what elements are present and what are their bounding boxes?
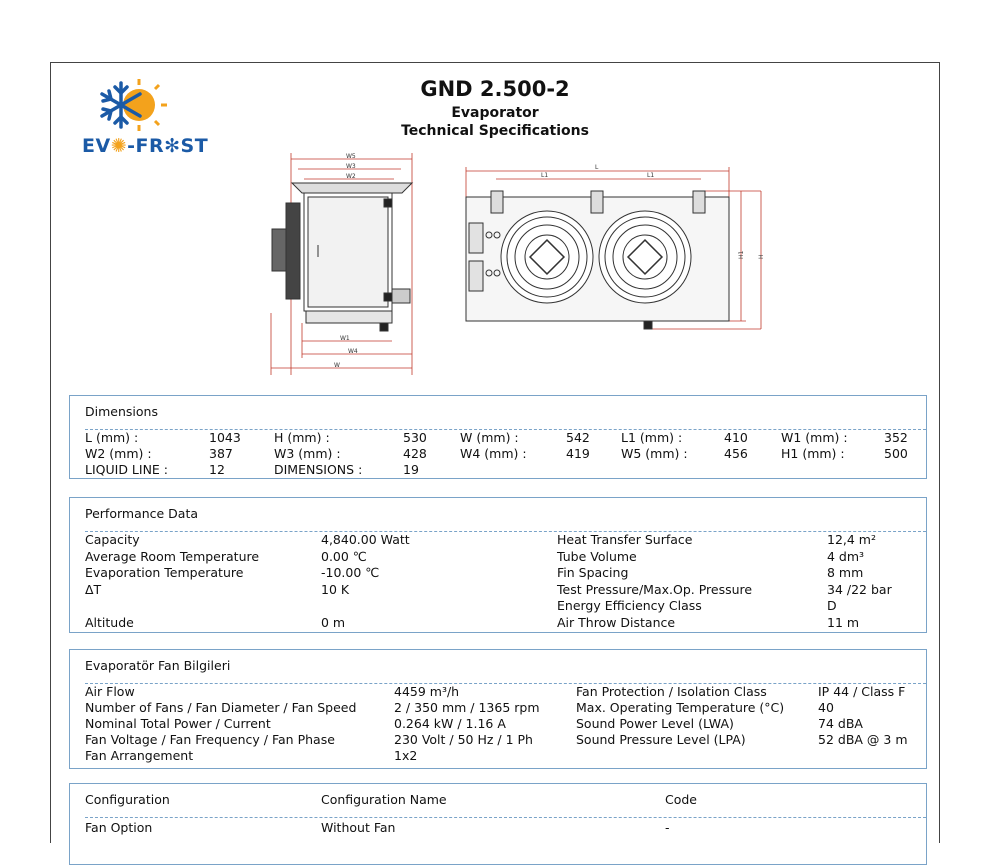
dimension-label: H (mm) :	[274, 430, 330, 445]
performance-value: D	[827, 598, 837, 614]
fan-value: IP 44 / Class F	[818, 684, 906, 699]
dimensions-heading: Dimensions	[85, 404, 158, 419]
performance-label: Altitude	[85, 615, 134, 630]
dimensions-section	[69, 395, 927, 479]
spec-sheet	[50, 62, 940, 843]
fan-value: 0.264 kW / 1.16 A	[394, 716, 506, 731]
product-type: Evaporator	[451, 105, 539, 121]
dim-label-l1-left: L1	[541, 172, 549, 179]
performance-label: Evaporation Temperature	[85, 565, 244, 581]
fan-value: 52 dBA @ 3 m	[818, 732, 908, 747]
performance-value: 0 m	[321, 615, 346, 630]
config-row-code: -	[665, 820, 670, 835]
product-title: GND 2.500-2	[420, 77, 570, 101]
dimension-label: DIMENSIONS :	[274, 462, 363, 477]
dimension-label: W2 (mm) :	[85, 446, 152, 461]
performance-value: 34 /22 bar	[827, 581, 892, 597]
fan-label: Air Flow	[85, 684, 135, 699]
dimension-value: 352	[884, 430, 908, 445]
dimension-label: W (mm) :	[460, 430, 519, 445]
config-heading-code: Code	[665, 792, 698, 807]
fan-label: Fan Arrangement	[85, 748, 194, 763]
performance-value: -10.00 ℃	[321, 565, 380, 581]
performance-label: Energy Efficiency Class	[557, 598, 702, 614]
dimension-label: H1 (mm) :	[781, 446, 845, 461]
fan-value: 4459 m³/h	[394, 684, 460, 699]
dimension-label: L (mm) :	[85, 430, 139, 445]
dim-label-w3: W3	[346, 163, 356, 170]
dim-label-l1-right: L1	[647, 172, 655, 179]
fan-label: Fan Voltage / Fan Frequency / Fan Phase	[85, 732, 335, 747]
performance-label: Average Room Temperature	[85, 548, 260, 564]
dimension-value: 500	[884, 446, 908, 461]
dimension-value: 542	[566, 430, 590, 445]
fan-label: Nominal Total Power / Current	[85, 716, 271, 731]
dimension-label: W1 (mm) :	[781, 430, 848, 445]
fan-value: 40	[818, 700, 834, 715]
performance-label: Heat Transfer Surface	[557, 532, 693, 547]
performance-label: Fin Spacing	[557, 565, 629, 581]
dimension-value: 456	[724, 446, 748, 461]
fan-value: 2 / 350 mm / 1365 rpm	[394, 700, 540, 715]
fan-label: Fan Protection / Isolation Class	[576, 684, 767, 699]
performance-label: Test Pressure/Max.Op. Pressure	[557, 581, 753, 597]
dim-label-w1: W1	[340, 335, 350, 342]
dimension-value: 428	[403, 446, 427, 461]
fan-section	[69, 649, 927, 769]
fan-label: Number of Fans / Fan Diameter / Fan Speed	[85, 700, 357, 715]
fan-value: 230 Volt / 50 Hz / 1 Ph	[394, 732, 533, 747]
config-heading-configuration: Configuration	[85, 792, 170, 807]
dimension-label: L1 (mm) :	[621, 430, 683, 445]
performance-label: Tube Volume	[557, 548, 637, 564]
fan-value: 74 dBA	[818, 716, 863, 731]
dimension-label: LIQUID LINE :	[85, 462, 169, 477]
dimension-value: 19	[403, 462, 419, 477]
config-row-configuration: Fan Option	[85, 820, 153, 835]
front-view-drawing	[461, 163, 771, 333]
dimension-value: 387	[209, 446, 233, 461]
dim-label-w5: W5	[346, 153, 356, 160]
performance-value: 11 m	[827, 615, 860, 630]
fan-value: 1x2	[394, 748, 418, 763]
dimension-label: W3 (mm) :	[274, 446, 341, 461]
performance-value: 4 dm³	[827, 548, 865, 564]
performance-label: ΔT	[85, 581, 102, 597]
performance-value: 4,840.00 Watt	[321, 532, 410, 547]
fan-label: Sound Power Level (LWA)	[576, 716, 734, 731]
document-subtitle: Technical Specifications	[401, 123, 589, 139]
performance-label: Air Throw Distance	[557, 615, 676, 630]
section-divider	[85, 817, 926, 818]
dimension-value: 419	[566, 446, 590, 461]
performance-value: 8 mm	[827, 565, 864, 581]
config-row-name: Without Fan	[321, 820, 396, 835]
config-heading-name: Configuration Name	[321, 792, 447, 807]
dim-label-l: L	[595, 164, 599, 171]
fan-label: Max. Operating Temperature (°C)	[576, 700, 785, 715]
dim-label-w: W	[334, 362, 340, 369]
dimension-value: 12	[209, 462, 225, 477]
dimension-label: W4 (mm) :	[460, 446, 527, 461]
performance-label: Capacity	[85, 532, 140, 547]
fan-label: Sound Pressure Level (LPA)	[576, 732, 746, 747]
dim-label-w4: W4	[348, 348, 358, 355]
dimension-value: 410	[724, 430, 748, 445]
dimension-label: W5 (mm) :	[621, 446, 688, 461]
performance-section	[69, 497, 927, 633]
section-divider	[85, 531, 926, 532]
performance-value: 0.00 ℃	[321, 548, 367, 564]
performance-value: 12,4 m²	[827, 532, 876, 547]
section-divider	[85, 683, 926, 684]
performance-heading: Performance Data	[85, 506, 199, 521]
dim-label-w2: W2	[346, 173, 356, 180]
side-view-drawing	[266, 153, 416, 375]
dim-label-h: H	[758, 254, 765, 259]
dimension-value: 1043	[209, 430, 241, 445]
performance-value: 10 K	[321, 581, 350, 597]
dim-label-h1: H1	[738, 250, 745, 259]
fan-heading: Evaporatör Fan Bilgileri	[85, 658, 231, 673]
dimension-value: 530	[403, 430, 427, 445]
logo-wordmark: EV✺-FR✻ST	[82, 135, 209, 157]
configuration-section	[69, 783, 927, 865]
